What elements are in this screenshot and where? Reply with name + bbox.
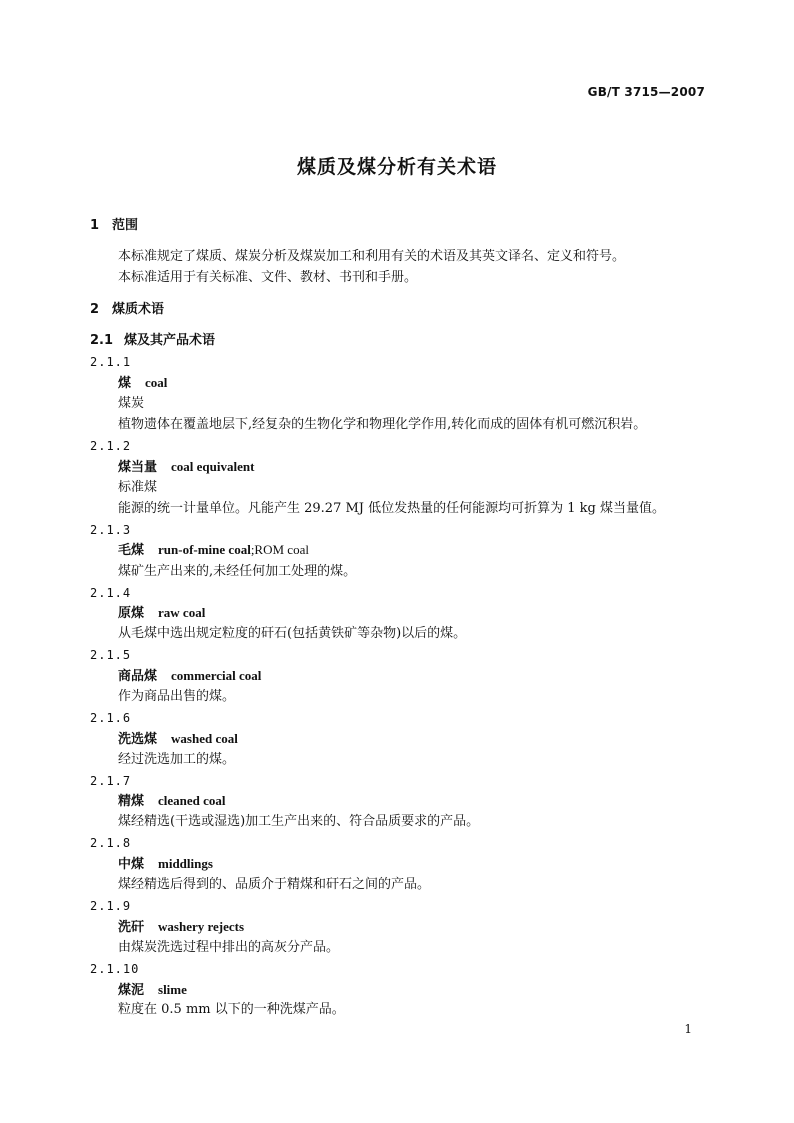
- term-english: commercial coal: [171, 668, 262, 683]
- term-english: washery rejects: [158, 919, 245, 934]
- section-heading-scope: [90, 218, 138, 234]
- term-chinese: 精煤: [118, 794, 145, 809]
- term-english: cleaned coal: [158, 793, 226, 808]
- section-number: 1: [90, 218, 100, 233]
- term-chinese: 中煤: [118, 857, 145, 872]
- term-definition: 经过洗选加工的煤。: [118, 752, 236, 767]
- term-entry: [118, 542, 309, 559]
- term-english: washed coal: [171, 731, 238, 746]
- clause-number: 2.1.3: [90, 523, 132, 537]
- section-number: 2: [90, 302, 100, 317]
- clause-number: 2.1.5: [90, 648, 132, 662]
- term-chinese: 毛煤: [118, 543, 145, 558]
- clause-number: 2.1.7: [90, 774, 132, 788]
- term-english: coal equivalent: [171, 459, 255, 474]
- paragraph: 本标准规定了煤质、煤炭分析及煤炭加工和利用有关的术语及其英文译名、定义和符号。: [118, 249, 626, 264]
- term-definition: 从毛煤中选出规定粒度的矸石(包括黄铁矿等杂物)以后的煤。: [118, 626, 467, 641]
- term-english: coal: [145, 375, 168, 390]
- page-number: 1: [684, 1022, 692, 1036]
- term-synonym: 煤炭: [118, 396, 145, 411]
- clause-number: 2.1.10: [90, 962, 140, 976]
- term-synonym: 标准煤: [118, 480, 158, 495]
- clause-number: 2.1.4: [90, 586, 132, 600]
- clause-number: 2.1.9: [90, 899, 132, 913]
- term-entry: [118, 731, 238, 748]
- standard-code: GB/T 3715—2007: [587, 85, 705, 99]
- term-entry: [118, 793, 226, 810]
- term-entry: [118, 856, 213, 873]
- term-entry: [118, 375, 167, 392]
- term-english: middlings: [158, 856, 213, 871]
- term-entry: [118, 605, 205, 622]
- term-chinese: 洗矸: [118, 920, 145, 935]
- term-english-abbreviation: ;ROM coal: [250, 542, 309, 557]
- term-chinese: 煤泥: [118, 983, 145, 998]
- term-chinese: 原煤: [118, 606, 145, 621]
- term-definition: 植物遗体在覆盖地层下,经复杂的生物化学和物理化学作用,转化而成的固体有机可燃沉积岩。: [118, 417, 647, 432]
- term-english: raw coal: [158, 605, 206, 620]
- term-chinese: 煤当量: [118, 460, 158, 475]
- term-entry: [118, 459, 254, 476]
- term-chinese: 煤: [118, 376, 132, 391]
- term-definition: 作为商品出售的煤。: [118, 689, 236, 704]
- term-english-primary: run-of-mine coal: [158, 542, 251, 557]
- clause-number: 2.1.2: [90, 439, 132, 453]
- clause-number: 2.1.6: [90, 711, 132, 725]
- section-title: 范围: [112, 218, 139, 233]
- section-heading-coal-terms: [90, 302, 164, 318]
- term-definition: 粒度在 0.5 mm 以下的一种洗煤产品。: [118, 1002, 345, 1017]
- section-title: 煤质术语: [112, 302, 165, 317]
- subsection-heading: [90, 333, 215, 349]
- term-definition: 煤矿生产出来的,未经任何加工处理的煤。: [118, 564, 357, 579]
- subsection-title: 煤及其产品术语: [124, 333, 216, 348]
- term-english: slime: [158, 982, 187, 997]
- term-definition: 煤经精选(干选或湿选)加工生产出来的、符合品质要求的产品。: [118, 814, 480, 829]
- term-entry: [118, 982, 187, 999]
- term-definition: 能源的统一计量单位。凡能产生 29.27 MJ 低位发热量的任何能源均可折算为 1 kg 煤当量值。: [118, 501, 666, 516]
- clause-number: 2.1.8: [90, 836, 132, 850]
- term-chinese: 商品煤: [118, 669, 158, 684]
- term-definition: 由煤炭洗选过程中排出的高灰分产品。: [118, 940, 340, 955]
- clause-number: 2.1.1: [90, 355, 132, 369]
- subsection-number: 2.1: [90, 333, 114, 348]
- term-english: [158, 542, 309, 557]
- paragraph: 本标准适用于有关标准、文件、教材、书刊和手册。: [118, 270, 418, 285]
- term-entry: [118, 668, 261, 685]
- term-entry: [118, 919, 244, 936]
- term-definition: 煤经精选后得到的、品质介于精煤和矸石之间的产品。: [118, 877, 431, 892]
- document-title: 煤质及煤分析有关术语: [296, 156, 497, 178]
- term-chinese: 洗选煤: [118, 732, 158, 747]
